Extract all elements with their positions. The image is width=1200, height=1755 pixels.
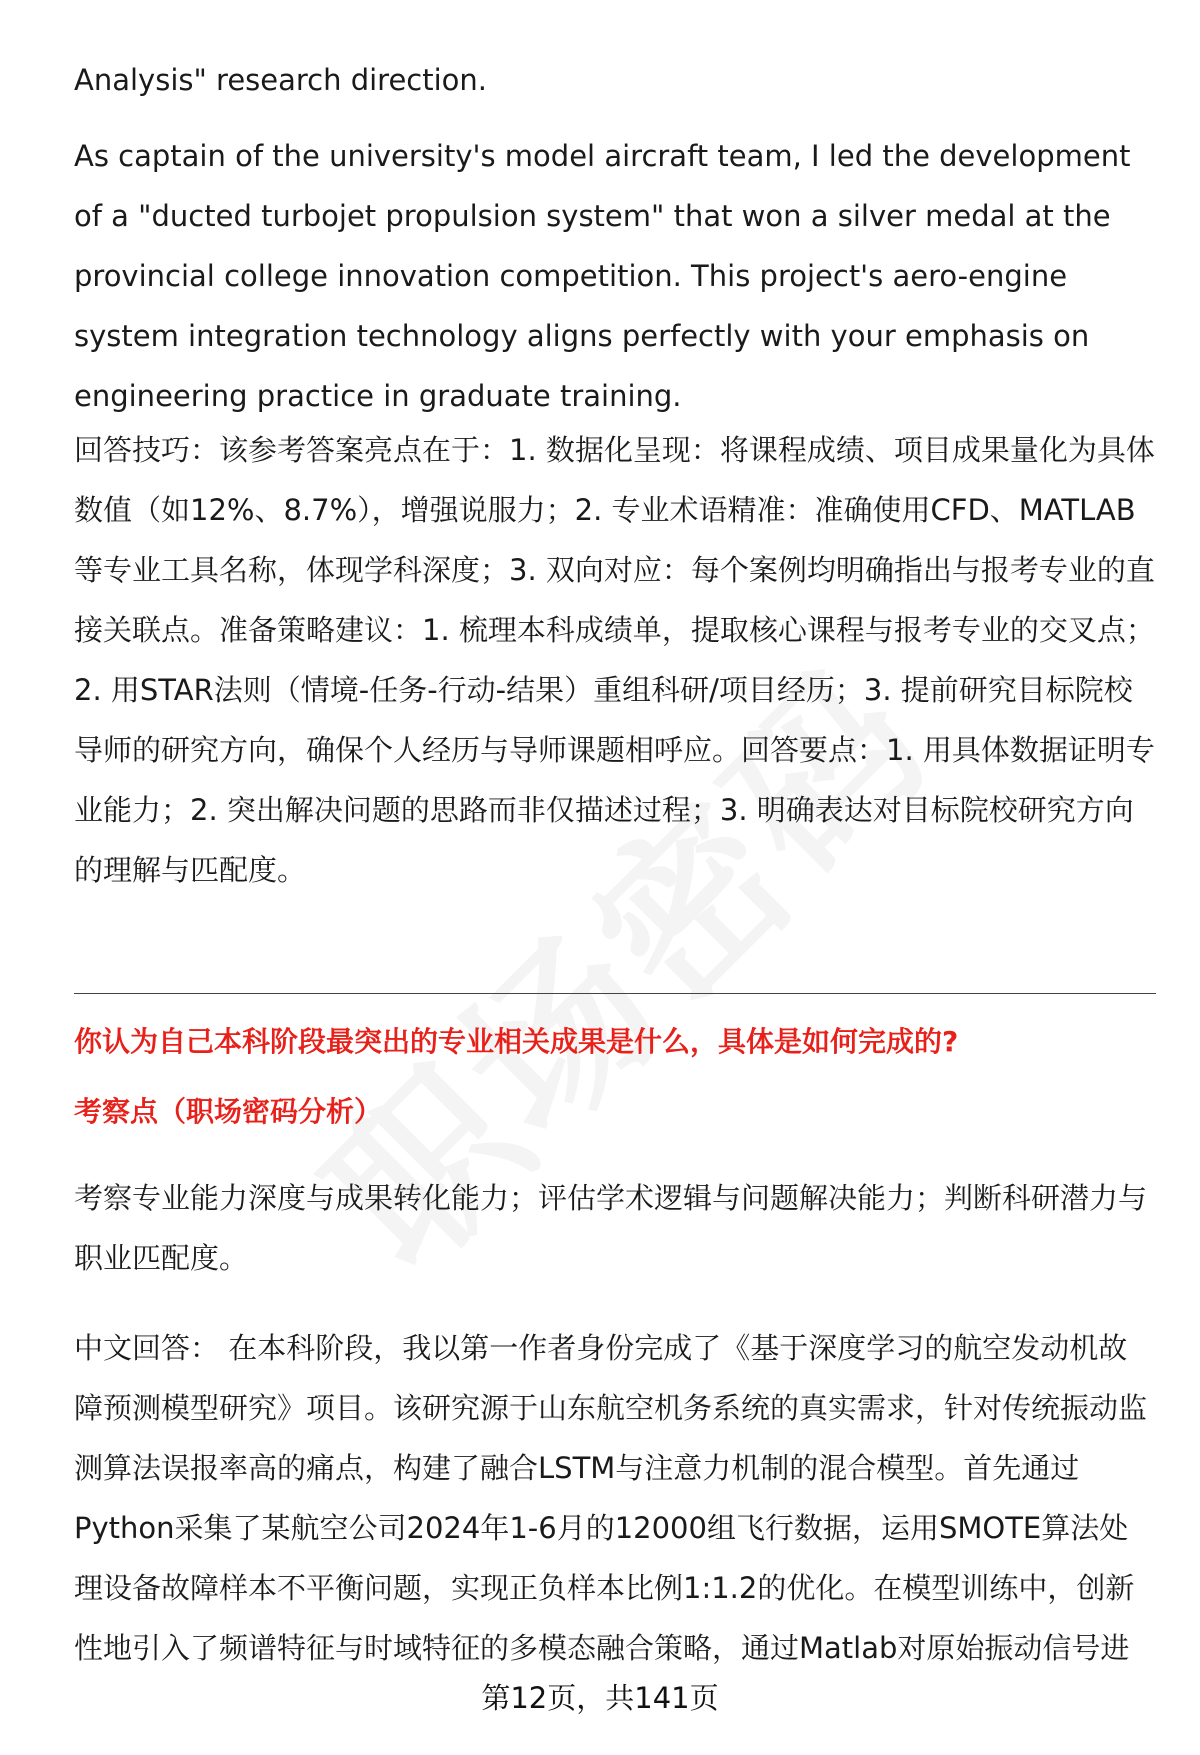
section-divider (74, 993, 1156, 994)
english-answer-paragraph: As captain of the university's model aircraft team, I led the development of a "ducted turbojet propulsion system" that won a silver medal at the provincial college innovation competition. This project's aero-engine system integration technology aligns perfectly with your emphasis on engineering practice in graduate training. (74, 139, 1131, 413)
english-answer-tail: Analysis" research direction. (74, 63, 488, 97)
question-title: 你认为自己本科阶段最突出的专业相关成果是什么，具体是如何完成的? (74, 1025, 959, 1058)
page-number: 第12页，共141页 (481, 1681, 719, 1715)
answer-tips-paragraph: 回答技巧：该参考答案亮点在于：1. 数据化呈现：将课程成绩、项目成果量化为具体数值（如12%、8.7%），增强说服力；2. 专业术语精准：准确使用CFD、MATLAB等专业工具名称，体现学科深度；3. 双向对应：每个案例均明确指出与报考专业的直接关联点。准备策略建议：1. 梳理本科成绩单，提取核心课程与报考专业的交叉点；2. 用STAR法则（情境-任务-行动-结果）重组科研/项目经历；3. 提前研究目标院校导师的研究方向，确保个人经历与导师课题相呼应。回答要点：1. 用具体数据证明专业能力；2. 突出解决问题的思路而非仅描述过程；3. 明确表达对目标院校研究方向的理解与匹配度。 (74, 433, 1155, 887)
chinese-answer-paragraph: 中文回答： 在本科阶段，我以第一作者身份完成了《基于深度学习的航空发动机故障预测模型研究》项目。该研究源于山东航空机务系统的真实需求，针对传统振动监测算法误报率高的痛点，构建了融合LSTM与注意力机制的混合模型。首先通过Python采集了某航空公司2024年1-6月的12000组飞行数据，运用SMOTE算法处理设备故障样本不平衡问题，实现正负样本比例1:1.2的优化。在模型训练中，创新性地引入了频谱特征与时域特征的多模态融合策略，通过Matlab对原始振动信号进 (74, 1331, 1148, 1665)
focus-text: 考察专业能力深度与成果转化能力；评估学术逻辑与问题解决能力；判断科研潜力与职业匹配度。 (74, 1181, 1148, 1275)
focus-heading: 考察点（职场密码分析） (74, 1095, 383, 1128)
